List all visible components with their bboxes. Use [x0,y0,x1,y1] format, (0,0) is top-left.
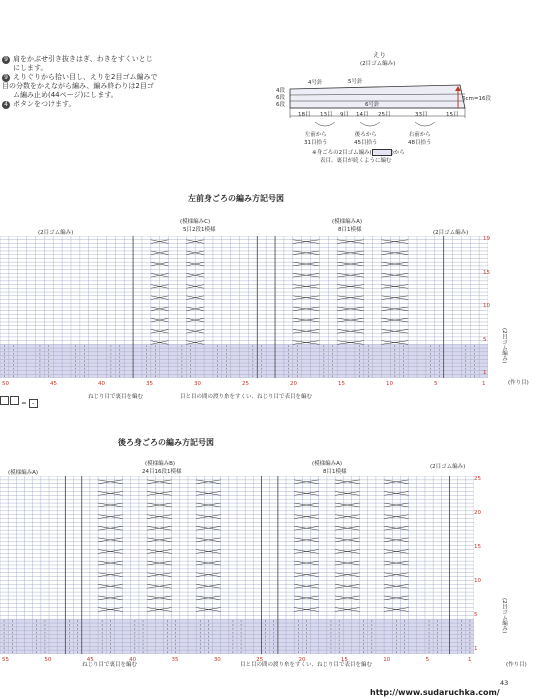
cable-cross [335,550,360,554]
cable-cross [335,596,360,600]
scale-number: 30 [213,657,221,663]
cable-cross [293,307,320,311]
instruction-line: ム編み止め(44ページ)にします。 [13,91,118,99]
cable-cross [147,480,172,484]
cable-cross [98,503,123,507]
cable-cross [335,573,360,577]
cable-cross [335,608,360,612]
cable-cross [147,503,172,507]
start-label: (作り目) [506,662,527,668]
back-stitch-grid [0,476,474,654]
scale-number: 20 [474,510,481,516]
section-label: (模様編みB) [145,461,176,467]
cable-cross [196,526,221,530]
pickup-label: 後ろから 45目拾う [354,132,378,146]
stitch-count: 15目 [446,112,459,118]
cable-cross [382,296,409,300]
cable-cross [294,526,319,530]
row-label: 6段 [276,102,285,108]
cable-cross [293,329,320,333]
cable-cross [294,480,319,484]
scale-number: 5 [434,381,438,387]
note-label: 目と目の間の渡り糸をすくい、ねじり目で表目を編む [180,394,313,400]
cable-cross [98,526,123,530]
cable-cross [294,515,319,519]
cable-cross [382,341,409,345]
page-number: 43 [500,679,509,687]
note-label: 目と目の間の渡り糸をすくい、ねじり目で表目を編む [240,662,373,668]
cable-cross [147,526,172,530]
cable-cross [98,515,123,519]
cable-cross [384,596,409,600]
cable-cross [335,526,360,530]
scale-number: 10 [483,303,490,309]
cable-cross [382,251,409,255]
cable-cross [98,550,123,554]
cable-cross [98,584,123,588]
cable-cross [293,273,320,277]
cable-cross [294,550,319,554]
section-label: (模様編みC) [180,219,211,225]
cable-cross [98,573,123,577]
back-chart-title: 後ろ身ごろの編み方記号図 [118,438,214,447]
cable-cross [196,561,221,565]
cable-cross [384,584,409,588]
section-label: (2目ゴム編み) [433,230,469,236]
cable-cross [98,561,123,565]
cable-cross [98,538,123,542]
cable-cross [382,285,409,289]
cable-cross [335,538,360,542]
scale-number: 15 [338,381,345,387]
scale-number: 45 [86,657,94,663]
cable-cross [337,262,364,266]
step-marker: 9 [2,74,10,82]
stitch-count: 18目 [298,112,311,118]
scale-number: 1 [468,657,472,663]
pickup-label: 右前から 48目拾う [408,132,432,146]
cable-cross [293,262,320,266]
scale-number: 25 [256,657,264,663]
cable-cross [384,608,409,612]
cable-cross [337,296,364,300]
instruction-line: 9 えりぐりから拾い目し、えりを2目ゴム編みで [2,73,202,82]
row-label: 4段 [276,88,285,94]
footer-url[interactable]: http://www.sudaruchka.com/ [370,688,500,697]
cable-cross [196,480,221,484]
cable-cross [98,480,123,484]
cable-cross [294,596,319,600]
cable-cross [293,341,320,345]
instruction-line: 9 肩をかぶせ引き抜きはぎ、わきをすくいとじ [2,55,202,64]
cable-cross [293,251,320,255]
instruction-line: にします。 [13,64,48,72]
legend: = - [0,396,38,408]
cable-cross [335,503,360,507]
scale-number: 40 [129,657,137,663]
scale-number: 45 [50,381,57,387]
cable-cross [384,561,409,565]
scale-number: 20 [290,381,297,387]
cable-cross [384,491,409,495]
stitch-count: 33目 [415,112,428,118]
note-label: ねじり目で裏目を編む [82,662,138,668]
cable-cross [293,296,320,300]
scale-number: 10 [474,578,481,584]
cable-cross [196,503,221,507]
scale-number: 10 [386,381,393,387]
cable-cross [335,480,360,484]
scale-number: 15 [340,657,348,663]
cable-cross [335,515,360,519]
cable-cross [294,538,319,542]
scale-number: 5 [483,336,487,343]
cable-cross [293,285,320,289]
cable-cross [147,596,172,600]
scale-number: 5 [425,657,430,663]
cable-cross [98,596,123,600]
scale-number: 55 [2,657,9,663]
rib-shade [0,344,488,378]
start-label: (作り目) [508,380,529,386]
cable-cross [98,491,123,495]
scale-number: 20 [298,657,306,663]
cable-cross [196,584,221,588]
cable-cross [196,596,221,600]
section-repeat: 24目16段1模様 [142,469,182,475]
scale-number: 5 [474,612,478,618]
cable-cross [384,573,409,577]
cable-cross [382,273,409,277]
cable-cross [196,538,221,542]
cable-cross [147,573,172,577]
cable-cross [294,608,319,612]
note-label: ねじり目で裏目を編む [88,394,144,400]
cable-cross [147,515,172,519]
cable-cross [98,608,123,612]
cable-cross [382,307,409,311]
section-label: (2目ゴム編み) [430,464,466,470]
cable-cross [337,240,364,244]
side-label: (2目ゴム編み) [501,328,507,364]
scale-number: 50 [2,381,9,387]
step-marker: 4 [2,101,10,109]
cable-cross [196,608,221,612]
stitch-count: 25目 [378,112,391,118]
scale-number: 40 [98,381,105,387]
cable-cross [147,550,172,554]
front-stitch-grid [0,236,488,378]
cable-cross [294,573,319,577]
front-col-numbers [0,381,488,389]
section-repeat: 8目1模様 [323,469,347,475]
cable-cross [384,480,409,484]
collar-note: ※身ごろの2目ゴム編み( )から [312,150,405,156]
cable-cross [147,561,172,565]
cable-cross [147,491,172,495]
cable-cross [384,526,409,530]
cable-cross [335,584,360,588]
cable-cross [337,307,364,311]
cable-cross [147,538,172,542]
section-label: (模様編みA) [332,219,363,225]
cable-cross [196,550,221,554]
scale-number: 19 [483,236,490,242]
needle-label: 5号針 [348,79,363,85]
scale-number: 35 [171,657,179,663]
cable-cross [382,240,409,244]
instruction-line: 4 ボタンをつけます。 [2,100,202,109]
stitch-count: 14目 [356,112,369,118]
section-label: (2目ゴム編み) [38,230,74,236]
row-label: 6段 [276,95,285,101]
instruction-line: 目の分数をかえながら編み、編み終わりは2目ゴ [2,82,154,90]
cable-cross [294,491,319,495]
cable-cross [294,584,319,588]
scale-number: 1 [482,381,486,387]
collar-diagram [260,50,510,165]
needle-label: 6号針 [365,102,380,108]
back-col-numbers [0,657,474,665]
back-row-numbers [474,476,488,654]
cable-cross [147,608,172,612]
cable-cross [335,491,360,495]
collar-title: えり [373,51,386,59]
instructions [2,55,202,109]
scale-number: 15 [474,544,481,550]
cable-cross [335,561,360,565]
scale-number: 1 [483,370,487,376]
scale-number: 1 [474,646,478,652]
cable-cross [382,329,409,333]
cable-cross [196,491,221,495]
cable-cross [196,515,221,519]
scale-number: 10 [383,657,391,663]
stitch-count: 9目 [340,112,349,118]
cable-cross [294,561,319,565]
collar-subtitle: (2目ゴム編み) [360,61,396,67]
section-label: (模様編みA) [312,461,343,467]
front-row-numbers [483,236,497,378]
needle-label: 4号針 [308,80,323,86]
cable-cross [384,503,409,507]
scale-number: 25 [474,476,481,482]
cable-cross [196,573,221,577]
scale-number: 25 [242,381,249,387]
section-repeat: 8目1模様 [338,227,362,233]
step-marker: 9 [2,56,10,64]
front-chart-title: 左前身ごろの編み方記号図 [188,194,284,203]
collar-note: 表目、裏目が続くように編む [320,158,392,164]
scale-number: 30 [194,381,201,387]
cable-cross [294,503,319,507]
cable-cross [293,240,320,244]
cable-cross [337,318,364,322]
cable-cross [382,318,409,322]
pickup-label: 左前から 31目拾う [304,132,328,146]
cable-cross [293,318,320,322]
cable-cross [337,273,364,277]
cable-cross [147,584,172,588]
scale-number: 15 [483,269,490,276]
cable-cross [337,329,364,333]
cable-cross [384,515,409,519]
height-label: 6cm=16段 [462,96,491,102]
cable-cross [382,262,409,266]
cable-cross [384,550,409,554]
cable-cross [337,341,364,345]
cable-cross [384,538,409,542]
section-repeat: 5目2段1模様 [183,227,216,233]
side-label: (2目ゴム編み) [501,598,507,634]
section-label: (模様編みA) [8,470,39,476]
cable-cross [337,251,364,255]
scale-number: 35 [146,381,153,387]
cable-cross [337,285,364,289]
stitch-count: 13目 [320,112,333,118]
scale-number: 50 [44,657,52,663]
